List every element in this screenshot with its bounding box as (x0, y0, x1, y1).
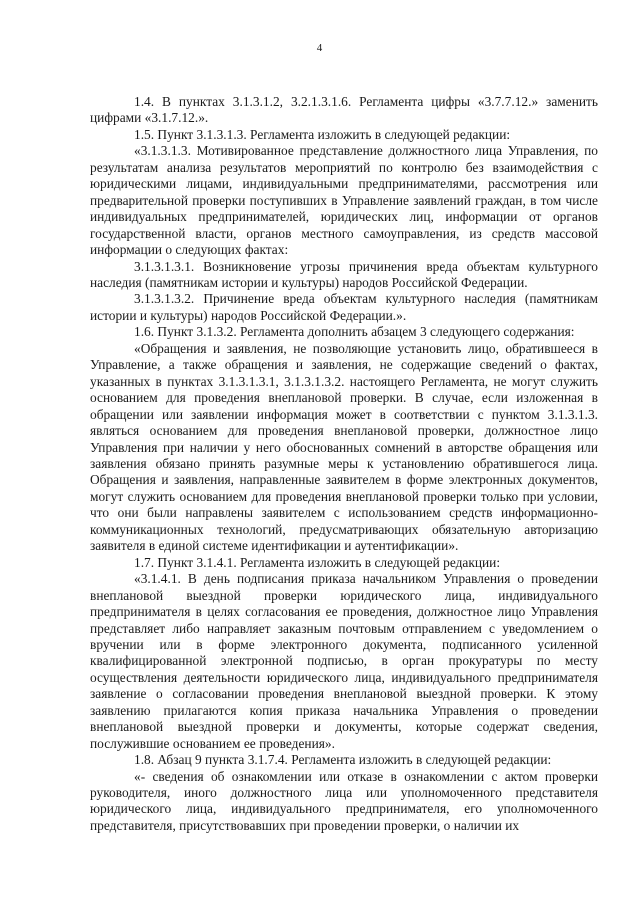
paragraph-3-1-3-1-3-2: 3.1.3.1.3.2. Причинение вреда объектам культурного наследия (памятникам истории и культуры) народов Российской Федерации.». (90, 291, 598, 323)
paragraph-1-6: 1.6. Пункт 3.1.3.2. Регламента дополнить абзацем 3 следующего содержания: (134, 324, 575, 340)
paragraph-appeals: «Обращения и заявления, не позволяющие установить лицо, обратившееся в Управление, а также обращения и заявления, не содержащие сведений о фактах, указанных в пунктах 3.1.3.1.3.1, 3.1.3.1.3.2. настоящего Регламента, не могут служить основанием для проведения внеплановой проверки. В случае, если изложенная в обращении или заявлении информация может в соответствии с пунктом 3.1.3.1.3. являться основанием для проведения внеплановой проверки, должностное лицо Управления при наличии у него обоснованных сомнений в авторстве обращения или заявления обязано принять разумные меры к установлению обратившегося лица. Обращения и заявления, направленные заявителем в форме электронных документов, могут служить основанием для проведения внеплановой проверки только при условии, что они были направлены заявителем с использованием средств информационно-коммуникационных технологий, предусматривающих обязательную авторизацию заявителя в единой системе идентификации и аутентификации». (90, 340, 598, 554)
paragraph-1-7: 1.7. Пункт 3.1.4.1. Регламента изложить в следующей редакции: (134, 554, 501, 570)
paragraph-acquaintance: «- сведения об ознакомлении или отказе в ознакомлении с актом проверки руководителя, иного должностного лица или уполномоченного представителя юридического лица, индивидуального предпринимателя, его уполномоченного представителя, присутствовавших при проведении проверки, о наличии их (90, 768, 598, 833)
page-number: 4 (316, 42, 323, 54)
paragraph-1-4: 1.4. В пунктах 3.1.3.1.2, 3.2.1.3.1.6. Регламента цифры «3.7.7.12.» заменить цифрами «3.1.7.12.». (90, 94, 598, 126)
document-body (90, 94, 598, 834)
paragraph-3-1-3-1-3-1: 3.1.3.1.3.1. Возникновение угрозы причинения вреда объектам культурного наследия (памятникам истории и культуры) народов Российской Федерации. (90, 258, 598, 290)
paragraph-3-1-3-1-3: «3.1.3.1.3. Мотивированное представление должностного лица Управления, по результатам анализа результатов мероприятий по контролю без взаимодействия с юридическими лицами, индивидуальными предпринимателями, рассмотрения или предварительной проверки поступивших в Управление заявлений граждан, в том числе индивидуальных предпринимателей, юридических лиц, информации от органов государственной власти, органов местного самоуправления, из средств массовой информации о следующих фактах: (90, 143, 598, 258)
paragraph-1-5: 1.5. Пункт 3.1.3.1.3. Регламента изложить в следующей редакции: (134, 126, 511, 142)
paragraph-1-8: 1.8. Абзац 9 пункта 3.1.7.4. Регламента изложить в следующей редакции: (134, 752, 552, 768)
paragraph-3-1-4-1: «3.1.4.1. В день подписания приказа начальником Управления о проведении внеплановой выездной проверки юридического лица, индивидуального предпринимателя в целях согласования ее проведения, должностное лицо Управления представляет либо направляет заказным почтовым отправлением с уведомлением о вручении или в форме электронного документа, подписанного усиленной квалифицированной электронной подписью, в орган прокуратуры по месту осуществления деятельности юридического лица, индивидуального предпринимателя заявление о согласовании проведения внеплановой выездной проверки. К этому заявлению прилагаются копия приказа начальника Управления о проведении внеплановой выездной проверки и документы, которые содержат сведения, послужившие основанием ее проведения». (90, 571, 598, 751)
